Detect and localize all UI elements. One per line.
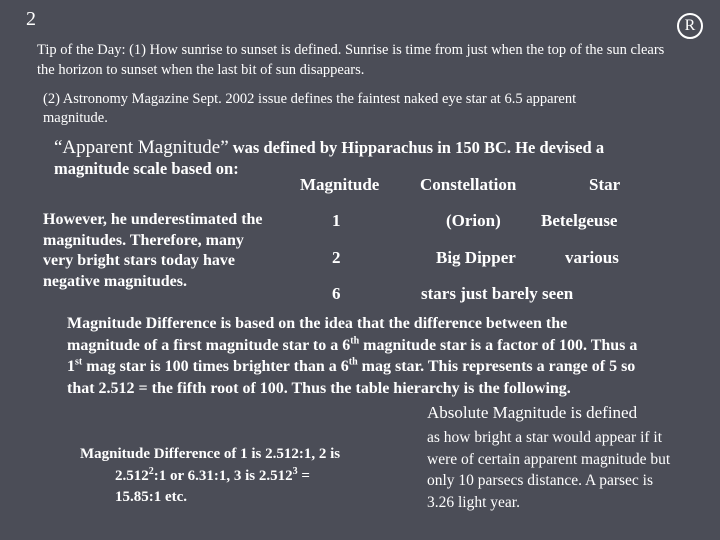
mag-diff-exp-2: 2 bbox=[148, 465, 154, 477]
apparent-magnitude-intro bbox=[54, 137, 604, 179]
row3-constellation: stars just barely seen bbox=[421, 284, 574, 303]
row2-star: various bbox=[565, 248, 619, 267]
row3-magnitude: 6 bbox=[332, 284, 341, 303]
tip-of-the-day: Tip of the Day: (1) How sunrise to sunset is defined. Sunrise is time from just when the top of the sun clears the horizon to sunset when the last bit of sun disappears. bbox=[37, 42, 665, 78]
mag-diff-line-3: 15.85:1 etc. bbox=[115, 489, 188, 505]
logo-letter: R bbox=[684, 17, 696, 34]
absolute-magnitude-title: Absolute Magnitude is defined bbox=[427, 403, 638, 422]
difference-sup-3: th bbox=[348, 356, 358, 368]
mag-diff-line-1: Magnitude Difference of 1 is 2.512:1, 2 is bbox=[80, 446, 341, 462]
registered-logo bbox=[677, 13, 703, 39]
difference-part-4: mag star. This represents a range of 5 so that 2.512 = the fifth root of 100. Thus the table hierarchy is the following. bbox=[67, 358, 636, 397]
apparent-line-1 bbox=[54, 137, 604, 158]
apparent-magnitude-quote: “Apparent Magnitude” bbox=[54, 137, 229, 158]
difference-part-1: Magnitude Difference is based on the idea that the difference between the magnitude of a first magnitude star to a 6 bbox=[67, 315, 568, 354]
mag-diff-line-2 bbox=[80, 466, 400, 488]
magnitude-difference-explanation bbox=[67, 313, 642, 399]
mag-diff-base-3: :1 or 6.31:1, 3 is 2.512 bbox=[153, 467, 293, 484]
mag-diff-equals: = bbox=[297, 467, 310, 484]
slide-number: 2 bbox=[26, 8, 36, 30]
row1-star: Betelgeuse bbox=[541, 211, 618, 230]
header-star: Star bbox=[589, 175, 621, 194]
magnitude-difference-examples bbox=[80, 444, 400, 509]
row2-constellation: Big Dipper bbox=[436, 248, 516, 267]
absolute-magnitude-definition: as how bright a star would appear if it were of certain apparent magnitude but only 10 parsecs distance. A parsec is 3.26 light year. bbox=[427, 429, 671, 511]
apparent-line-1-rest: was defined by Hipparachus in 150 BC. He devised a bbox=[228, 138, 605, 157]
row1-constellation: (Orion) bbox=[446, 211, 501, 230]
difference-part-2: magnitude star is a factor of 100. Thus a 1 bbox=[67, 336, 638, 375]
header-constellation: Constellation bbox=[420, 175, 517, 194]
difference-sup-1: th bbox=[350, 335, 360, 347]
row1-magnitude: 1 bbox=[332, 211, 341, 230]
apparent-line-2: magnitude scale based on: bbox=[54, 159, 239, 178]
astronomy-magazine-note: (2) Astronomy Magazine Sept. 2002 issue defines the faintest naked eye star at 6.5 apparent magnitude. bbox=[43, 91, 577, 126]
row2-magnitude: 2 bbox=[332, 248, 341, 267]
difference-part-3: mag star is 100 times brighter than a 6 bbox=[82, 358, 349, 375]
header-magnitude: Magnitude bbox=[300, 175, 380, 194]
difference-sup-2: st bbox=[75, 356, 83, 368]
underestimate-note: However, he underestimated the magnitudes. Therefore, many very bright stars today have negative magnitudes. bbox=[43, 211, 263, 290]
mag-diff-exp-3: 3 bbox=[292, 465, 298, 477]
mag-diff-base-2: 2.512 bbox=[115, 467, 149, 484]
